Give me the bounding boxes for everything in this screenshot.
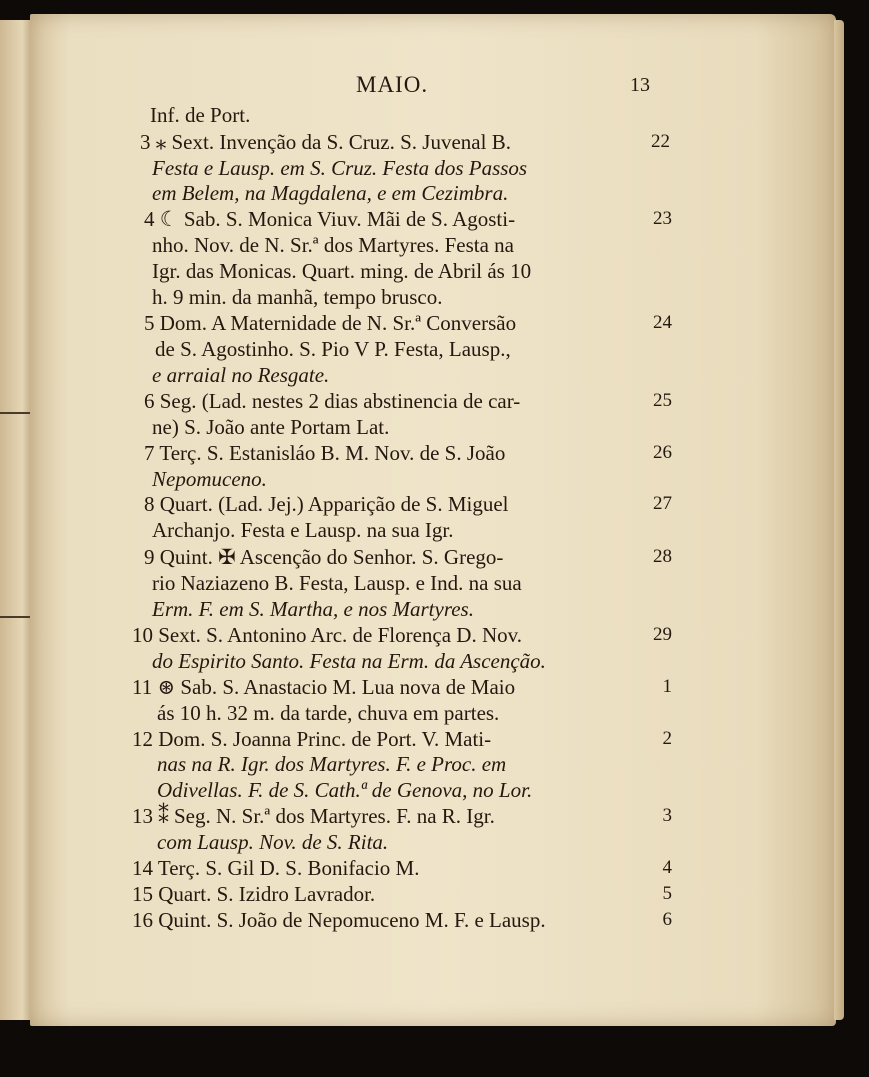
lunar-day-number: 26 (653, 442, 672, 463)
text-line: e arraial no Resgate. (152, 363, 330, 387)
text-line: 7 Terç. S. Estanisláo B. M. Nov. de S. João (144, 441, 506, 465)
text-line: 3 ⁎ Sext. Invenção da S. Cruz. S. Juvenal B. (140, 130, 511, 154)
text-line: 15 Quart. S. Izidro Lavrador. (132, 882, 376, 906)
text-line: ás 10 h. 32 m. da tarde, chuva em partes. (157, 701, 500, 725)
month-title: MAIO. (356, 72, 429, 97)
text-line: Inf. de Port. (150, 103, 251, 127)
text-line: em Belem, na Magdalena, e em Cezimbra. (152, 181, 509, 205)
text-line: Odivellas. F. de S. Cath.ª de Genova, no Lor. (157, 778, 533, 802)
text-line: Festa e Lausp. em S. Cruz. Festa dos Passos (152, 156, 528, 180)
text-line: do Espirito Santo. Festa na Erm. da Ascenção. (152, 649, 546, 673)
text-line: 14 Terç. S. Gil D. S. Bonifacio M. (132, 856, 420, 880)
text-line: Erm. F. em S. Martha, e nos Martyres. (152, 597, 474, 621)
text-line: de S. Agostinho. S. Pio V P. Festa, Lausp., (155, 337, 511, 361)
lunar-day-number: 28 (653, 546, 672, 567)
text-line: rio Naziazeno B. Festa, Lausp. e Ind. na sua (152, 571, 522, 595)
text-line: 8 Quart. (Lad. Jej.) Apparição de S. Miguel (144, 492, 509, 516)
text-line: 9 Quint. ✠ Ascenção do Senhor. S. Grego- (144, 545, 504, 569)
lunar-day-number: 25 (653, 390, 672, 411)
lunar-day-number: 3 (662, 805, 672, 826)
lunar-day-number: 24 (653, 312, 672, 333)
lunar-day-number: 6 (662, 909, 672, 930)
lunar-day-number: 29 (653, 624, 672, 645)
text-line: 11 ⊛ Sab. S. Anastacio M. Lua nova de Maio (132, 675, 516, 699)
text-line: 5 Dom. A Maternidade de N. Sr.ª Conversão (144, 311, 517, 335)
page-header (0, 72, 869, 102)
text-line: Igr. das Monicas. Quart. ming. de Abril ás 10 (152, 259, 532, 283)
text-line: nho. Nov. de N. Sr.ª dos Martyres. Festa na (152, 233, 514, 257)
text-line: 10 Sext. S. Antonino Arc. de Florença D. Nov. (132, 623, 523, 647)
lunar-day-number: 22 (651, 131, 670, 152)
text-line: 16 Quint. S. João de Nepomuceno M. F. e Lausp. (132, 908, 546, 932)
text-line: 6 Seg. (Lad. nestes 2 dias abstinencia de car- (144, 389, 521, 413)
lunar-day-number: 5 (662, 883, 672, 904)
lunar-day-number: 27 (653, 493, 672, 514)
text-line: 12 Dom. S. Joanna Princ. de Port. V. Mati- (132, 727, 492, 751)
text-line: 13 ⁑ Seg. N. Sr.ª dos Martyres. F. na R. Igr. (132, 804, 495, 828)
text-line: h. 9 min. da manhã, tempo brusco. (152, 285, 443, 309)
text-line: com Lausp. Nov. de S. Rita. (157, 830, 389, 854)
text-line: nas na R. Igr. dos Martyres. F. e Proc. em (157, 752, 507, 776)
text-line: 4 ☾ Sab. S. Monica Viuv. Mãi de S. Agosti- (144, 207, 516, 231)
page-number: 13 (630, 74, 650, 96)
lunar-day-number: 1 (662, 676, 672, 697)
lunar-day-number: 2 (662, 728, 672, 749)
left-page-edge (0, 20, 34, 1020)
text-line: Nepomuceno. (152, 467, 267, 491)
lunar-day-number: 4 (662, 857, 672, 878)
text-line: ne) S. João ante Portam Lat. (152, 415, 390, 439)
lunar-day-number: 23 (653, 208, 672, 229)
text-line: Archanjo. Festa e Lausp. na sua Igr. (152, 518, 454, 542)
